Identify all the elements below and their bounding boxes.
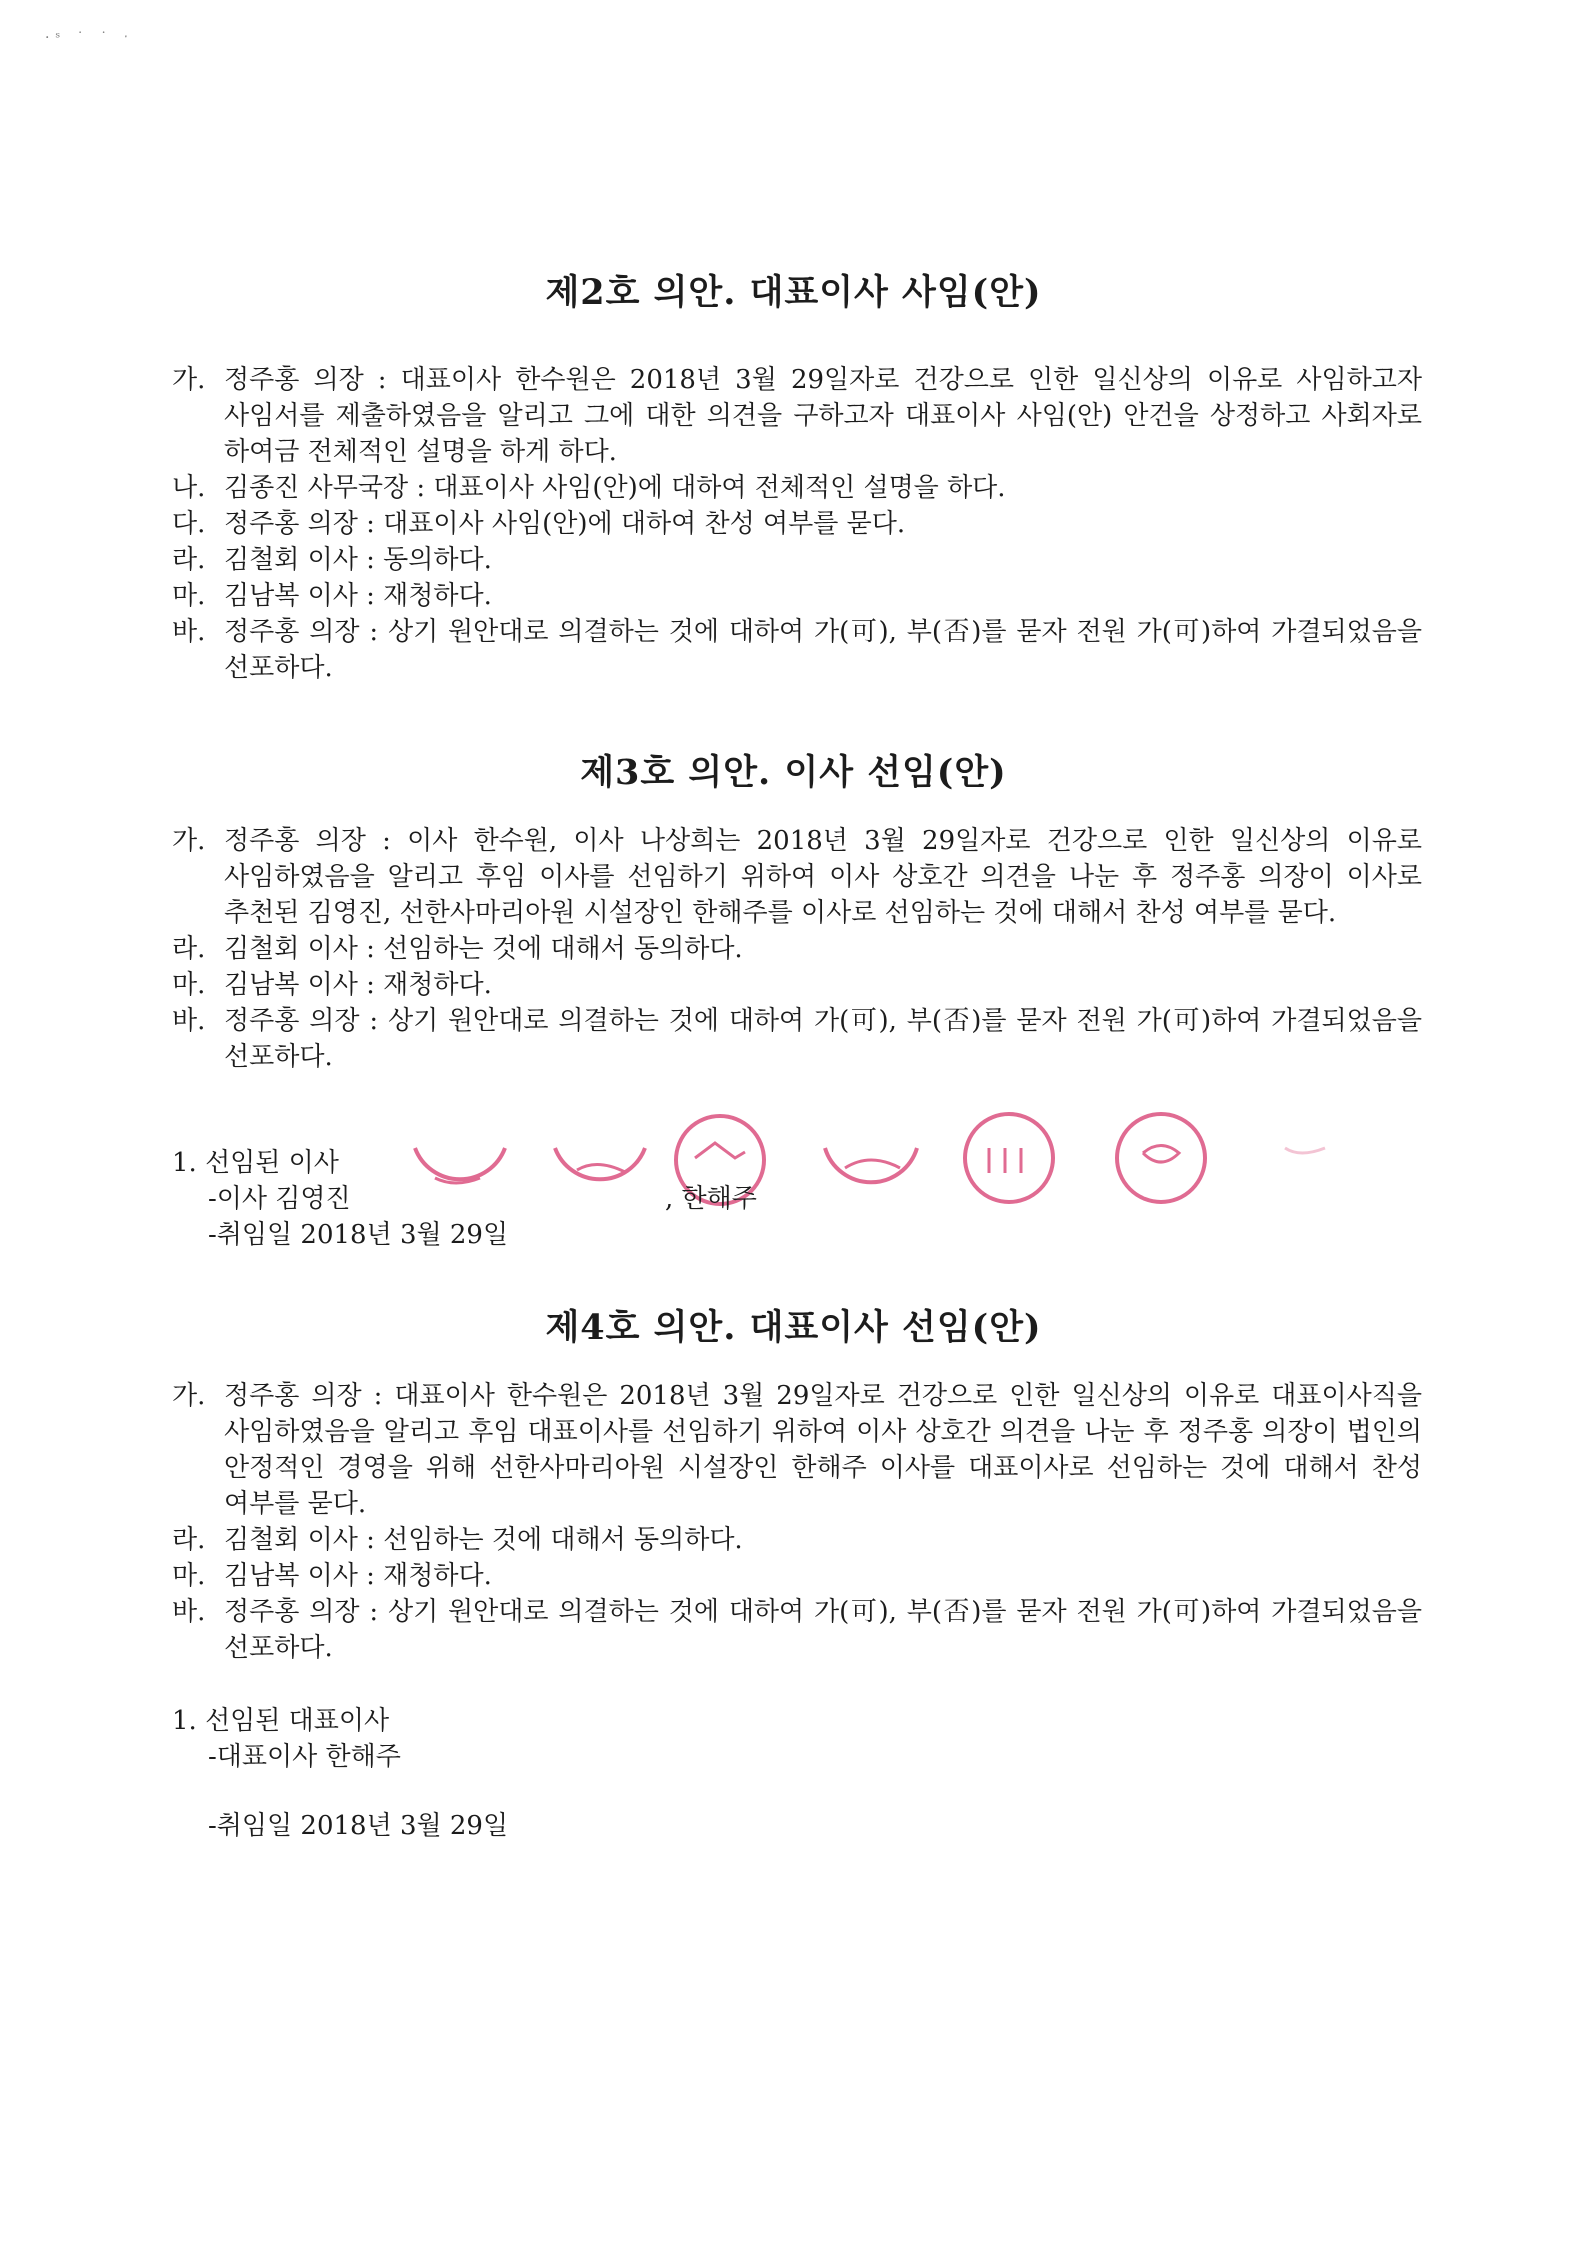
item-marker: 라. (172, 934, 206, 964)
item-text: 김남복 이사 : 재청하다. (224, 970, 492, 1000)
rep-appointment-heading: 1. 선임된 대표이사 (172, 1706, 390, 1736)
item-marker: 바. (172, 1597, 206, 1627)
item-marker: 다. (172, 509, 206, 539)
item-text: 김철회 이사 : 선임하는 것에 대해서 동의하다. (224, 934, 743, 964)
item-text: 김철회 이사 : 선임하는 것에 대해서 동의하다. (224, 1525, 743, 1555)
list-item (172, 362, 1422, 470)
rep-appointment-date: -취임일 2018년 3월 29일 (208, 1811, 509, 1841)
list-item (172, 1558, 1422, 1594)
item-text: 정주홍 의장 : 대표이사 한수원은 2018년 3월 29일자로 건강으로 인한 일신상의 이유로 사임하고자 사임서를 제출하였음을 알리고 그에 대한 의견을 구하고자 대표이사 사임(안) 안건을 상정하고 사회자로 하여금 전체적인 설명을 하게 하다. (224, 365, 1422, 467)
item-text: 김철회 이사 : 동의하다. (224, 545, 492, 575)
list-item (172, 1594, 1422, 1666)
item-marker: 가. (172, 826, 206, 856)
list-item (172, 1522, 1422, 1558)
item-marker: 마. (172, 581, 206, 611)
list-item (172, 931, 1422, 967)
item-marker: 나. (172, 473, 206, 503)
list-item (172, 967, 1422, 1003)
item-text: 정주홍 의장 : 대표이사 사임(안)에 대하여 찬성 여부를 묻다. (224, 509, 906, 539)
seal-stamps-graphic (405, 1108, 1345, 1208)
item-text: 정주홍 의장 : 상기 원안대로 의결하는 것에 대하여 가(可), 부(否)를 묻자 전원 가(可)하여 가결되었음을 선포하다. (224, 617, 1422, 683)
list-item (172, 470, 1422, 506)
list-item (172, 823, 1422, 931)
item-marker: 가. (172, 1381, 206, 1411)
section-4-body (172, 1378, 1422, 1666)
item-text: 정주홍 의장 : 상기 원안대로 의결하는 것에 대하여 가(可), 부(否)를 묻자 전원 가(可)하여 가결되었음을 선포하다. (224, 1006, 1422, 1072)
appointment-heading: 1. 선임된 이사 (172, 1148, 339, 1178)
appointment-person-2: , 한해주 (665, 1184, 757, 1214)
item-marker: 바. (172, 617, 206, 647)
item-marker: 마. (172, 970, 206, 1000)
item-text: 정주홍 의장 : 상기 원안대로 의결하는 것에 대하여 가(可), 부(否)를 묻자 전원 가(可)하여 가결되었음을 선포하다. (224, 1597, 1422, 1663)
item-marker: 마. (172, 1561, 206, 1591)
item-text: 김종진 사무국장 : 대표이사 사임(안)에 대하여 전체적인 설명을 하다. (224, 473, 1006, 503)
appointment-date: -취임일 2018년 3월 29일 (208, 1220, 509, 1250)
list-item (172, 1378, 1422, 1522)
item-marker: 가. (172, 365, 206, 395)
section-3-title: 제3호 의안. 이사 선임(안) (580, 752, 1007, 793)
item-text: 정주홍 의장 : 이사 한수원, 이사 나상희는 2018년 3월 29일자로 건강으로 인한 일신상의 이유로 사임하였음을 알리고 후임 이사를 선임하기 위하여 이사 상호간 의견을 나눈 후 정주홍 의장이 이사로 추천된 김영진, 선한사마리아원 시설장인 한해주를 이사로 선임하는 것에 대해서 찬성 여부를 묻다. (224, 826, 1422, 928)
rep-appointment-person: -대표이사 한해주 (208, 1742, 401, 1772)
item-marker: 바. (172, 1006, 206, 1036)
list-item (172, 506, 1422, 542)
list-item (172, 542, 1422, 578)
list-item (172, 614, 1422, 686)
item-text: 김남복 이사 : 재청하다. (224, 581, 492, 611)
section-2-title: 제2호 의안. 대표이사 사임(안) (545, 272, 1042, 313)
item-text: 정주홍 의장 : 대표이사 한수원은 2018년 3월 29일자로 건강으로 인한 일신상의 이유로 대표이사직을 사임하였음을 알리고 후임 대표이사를 선임하기 위하여 이사 상호간 의견을 나눈 후 정주홍 의장이 법인의 안정적인 경영을 위해 선한사마리아원 시설장인 한해주 이사를 대표이사로 선임하는 것에 대해서 찬성 여부를 묻다. (224, 1381, 1422, 1519)
item-text: 김남복 이사 : 재청하다. (224, 1561, 492, 1591)
section-3-body (172, 823, 1422, 1075)
section-4-title: 제4호 의안. 대표이사 선임(안) (545, 1307, 1042, 1348)
list-item (172, 1003, 1422, 1075)
list-item (172, 578, 1422, 614)
seal-stamps (405, 1108, 1345, 1208)
section-2-body (172, 362, 1422, 686)
scan-artifact: ·ˢ ˙ ˙ ˑ (45, 30, 135, 46)
item-marker: 라. (172, 545, 206, 575)
item-marker: 라. (172, 1525, 206, 1555)
appointment-person: -이사 김영진 (208, 1184, 351, 1214)
